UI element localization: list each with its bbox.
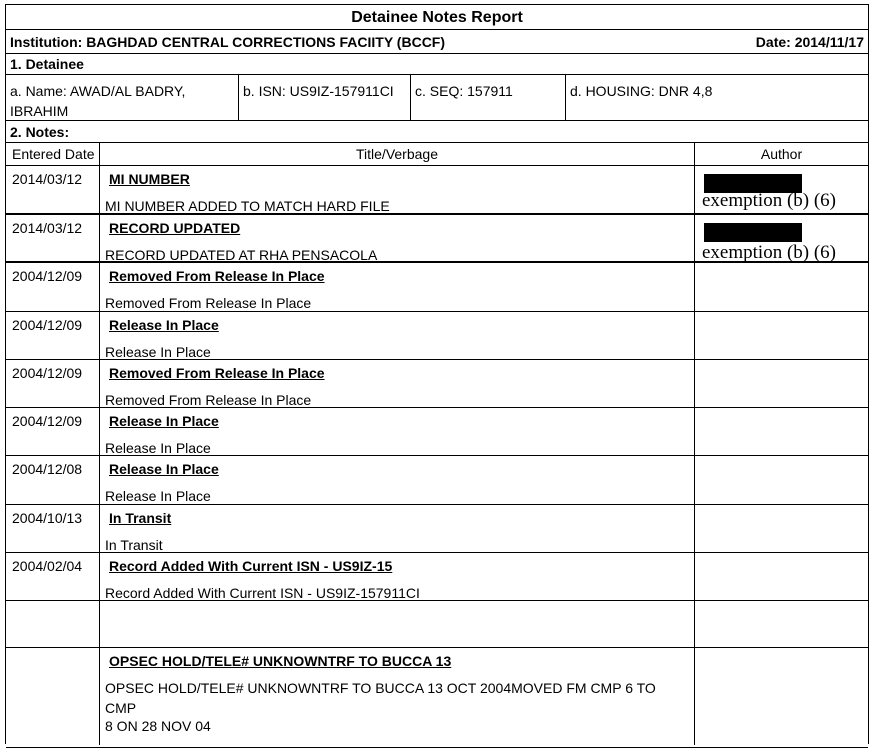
note-row [6,166,868,215]
note-row [6,360,868,408]
report-date: Date: 2014/11/17 [755,34,864,50]
note-entered-date: 2014/03/12 [12,220,83,236]
detainee-isn: b. ISN: US9IZ-157911CI [239,75,411,120]
note-title: RECORD UPDATED [109,220,241,236]
detainee-notes-report [5,4,869,744]
note-entered-date: 2004/12/09 [12,413,83,429]
column-entered-date: Entered Date [12,146,95,162]
note-entered-date: 2004/12/09 [12,365,83,381]
exemption-label: exemption (b) (6) [702,242,837,263]
note-text: Removed From Release In Place [105,392,312,408]
note-entered-date: 2014/03/12 [12,171,83,187]
note-row [6,505,868,553]
empty-note-row [6,601,868,648]
note-title: Release In Place [109,317,219,333]
note-title: In Transit [109,510,172,526]
detainee-seq: c. SEQ: 157911 [411,75,566,120]
notes-section-label: 2. Notes: [6,121,868,143]
note-entered-date: 2004/12/09 [12,268,83,284]
institution-bar [6,30,868,54]
note-text-continued: 8 ON 28 NOV 04 [105,718,211,734]
note-text: Release In Place [105,440,211,456]
detainee-housing: d. HOUSING: DNR 4,8 [570,83,713,99]
note-row [6,648,868,748]
column-divider-author [694,143,695,745]
note-title: Removed From Release In Place [109,365,325,381]
note-entered-date: 2004/12/09 [12,317,83,333]
note-text: OPSEC HOLD/TELE# UNKNOWNTRF TO BUCCA 13 OCT 2004MOVED FM CMP 6 TO CMP [105,680,656,716]
note-row [6,312,868,360]
note-row [6,553,868,601]
note-text: Record Added With Current ISN - US9IZ-157911CI [105,585,420,601]
note-title: Record Added With Current ISN - US9IZ-15 [109,558,393,574]
note-text: Removed From Release In Place [105,295,312,311]
exemption-label: exemption (b) (6) [702,190,837,211]
note-row [6,215,868,263]
detainee-info-row [6,75,868,121]
note-title: Release In Place [109,413,219,429]
note-text: Release In Place [105,344,211,360]
note-entered-date: 2004/10/13 [12,510,83,526]
detainee-name: a. Name: AWAD/AL BADRY, IBRAHIM [6,75,239,120]
report-title: Detainee Notes Report [6,5,868,30]
column-divider-date [99,143,100,745]
note-title: OPSEC HOLD/TELE# UNKNOWNTRF TO BUCCA 13 [109,653,452,669]
note-row [6,408,868,456]
note-title: Release In Place [109,461,219,477]
column-title-verbage: Title/Verbage [356,146,438,162]
note-text: Release In Place [105,488,211,504]
detainee-section-label: 1. Detainee [6,54,868,75]
column-author: Author [760,146,803,162]
institution-label: Institution: BAGHDAD CENTRAL CORRECTIONS FACIITY (BCCF) [10,34,446,50]
note-text: RECORD UPDATED AT RHA PENSACOLA [105,247,378,263]
note-entered-date: 2004/02/04 [12,558,83,574]
note-text: MI NUMBER ADDED TO MATCH HARD FILE [105,198,390,214]
redaction-block [704,223,802,242]
note-row [6,263,868,312]
note-title: MI NUMBER [109,171,190,187]
note-row [6,456,868,505]
note-title: Removed From Release In Place [109,268,325,284]
notes-header-row [6,143,868,166]
note-entered-date: 2004/12/08 [12,461,83,477]
note-text: In Transit [105,537,163,553]
